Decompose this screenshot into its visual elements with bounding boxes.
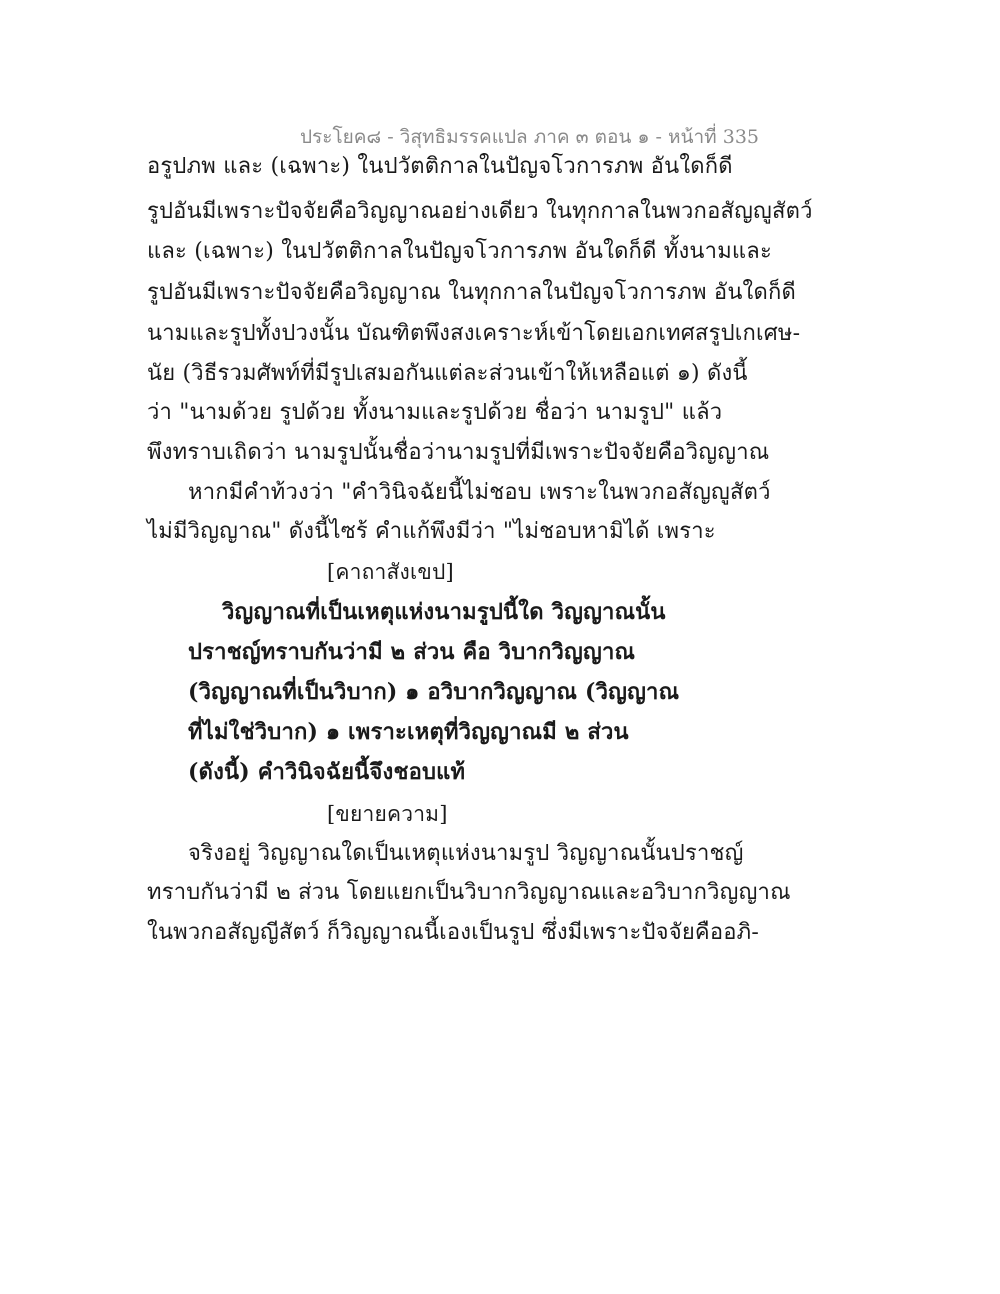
body-line: ว่า "นามด้วย รูปด้วย ทั้งนามและรูปด้วย ชื่อว่า นามรูป" แล้ว	[147, 400, 723, 425]
body-line: รูปอันมีเพราะปัจจัยคือวิญญาณ ในทุกกาลในปัญจโวการภพ อันใดก็ดี	[147, 280, 796, 305]
verse-line: วิญญาณที่เป็นเหตุแห่งนามรูปนี้ใด วิญญาณนั้น	[222, 599, 666, 625]
verse-line: (วิญญาณที่เป็นวิบาก) ๑ อวิบากวิญญาณ (วิญญาณ	[188, 679, 680, 705]
body-line: นัย (วิธีรวมศัพท์ที่มีรูปเสมอกันแต่ละส่วนเข้าให้เหลือแต่ ๑) ดังนี้	[147, 361, 748, 386]
body-line: นามและรูปทั้งปวงนั้น บัณฑิตพึงสงเคราะห์เข้าโดยเอกเทศสรูปเกเศษ-	[147, 321, 801, 346]
section-heading-explanation: [ขยายความ]	[327, 802, 448, 826]
page-header: ประโยค๘ - วิสุทธิมรรคแปล ภาค ๓ ตอน ๑ - หน้าที่ 335	[300, 126, 760, 148]
explanation-line: ทราบกันว่ามี ๒ ส่วน โดยแยกเป็นวิบากวิญญาณและอวิบากวิญญาณ	[147, 880, 791, 905]
body-line: พึงทราบเถิดว่า นามรูปนั้นชื่อว่านามรูปที่มีเพราะปัจจัยคือวิญญาณ	[147, 440, 770, 465]
verse-line: ปราชญ์ทราบกันว่ามี ๒ ส่วน คือ วิบากวิญญาณ	[188, 639, 636, 665]
body-line: รูปอันมีเพราะปัจจัยคือวิญญาณอย่างเดียว ในทุกกาลในพวกอสัญญูสัตว์	[147, 199, 813, 224]
body-line: และ (เฉพาะ) ในปวัตติกาลในปัญจโวการภพ อันใดก็ดี ทั้งนามและ	[147, 239, 772, 264]
verse-line: ที่ไม่ใช่วิบาก) ๑ เพราะเหตุที่วิญญาณมี ๒ ส่วน	[188, 719, 629, 745]
body-line: หากมีคำท้วงว่า "คำวินิจฉัยนี้ไม่ชอบ เพราะในพวกอสัญญูสัตว์	[188, 480, 771, 505]
body-line: อรูปภพ และ (เฉพาะ) ในปวัตติกาลในปัญจโวการภพ อันใดก็ดี	[147, 154, 733, 179]
explanation-line: จริงอยู่ วิญญาณใดเป็นเหตุแห่งนามรูป วิญญาณนั้นปราชญ์	[188, 841, 744, 866]
section-heading-verse: [คาถาสังเขป]	[327, 560, 454, 584]
verse-line: (ดังนี้) คำวินิจฉัยนี้จึงชอบแท้	[188, 759, 466, 785]
body-line: ไม่มีวิญญาณ" ดังนี้ไซร้ คำแก้พึงมีว่า "ไม่ชอบหามิได้ เพราะ	[147, 519, 716, 544]
explanation-line: ในพวกอสัญญีสัตว์ ก็วิญญาณนี้เองเป็นรูป ซึ่งมีเพราะปัจจัยคืออภิ-	[147, 920, 759, 945]
